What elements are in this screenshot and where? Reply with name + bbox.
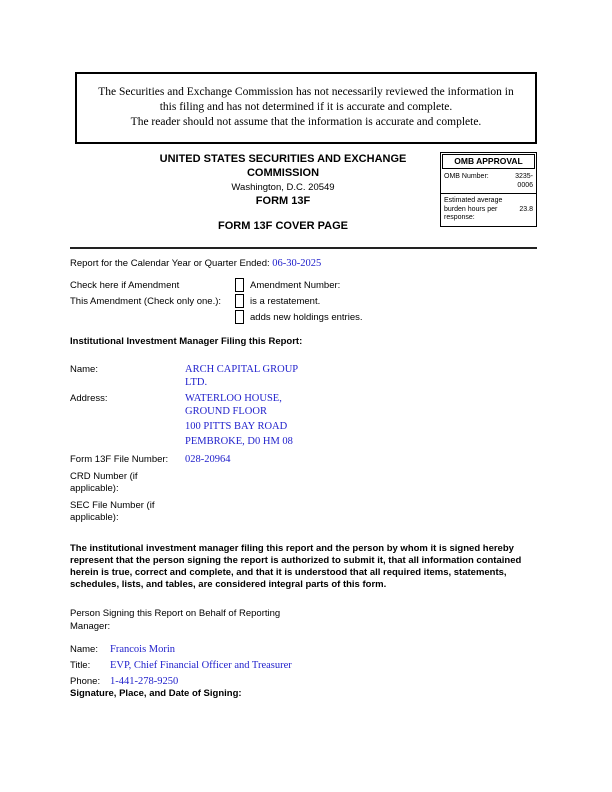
amendment-check-label: Check here if Amendment [70, 279, 180, 291]
crd-number-value [185, 470, 317, 496]
report-info-section [70, 257, 544, 325]
signer-title-value: EVP, Chief Financial Officer and Treasurer [110, 660, 292, 671]
report-period-label: Report for the Calendar Year or Quarter Ended: [70, 258, 270, 269]
manager-address-value [185, 392, 317, 450]
form-title: FORM 13F [255, 195, 311, 207]
sec-file-number-row [70, 499, 544, 525]
file-number-row [70, 453, 544, 467]
manager-section [70, 336, 544, 528]
file-number-label: Form 13F File Number: [70, 454, 169, 465]
sec-disclaimer-box [75, 72, 537, 144]
manager-name-label: Name: [70, 364, 98, 375]
amendment-number-label: Amendment Number: [250, 279, 341, 291]
crd-number-label: CRD Number (if applicable): [70, 470, 138, 494]
signer-title-label: Title: [70, 660, 91, 671]
signer-phone-value: 1-441-278-9250 [110, 676, 179, 687]
file-number-value: 028-20964 [185, 454, 231, 465]
sec-file-number-label: SEC File Number (if applicable): [70, 499, 155, 523]
address-line-2: 100 PITTS BAY ROAD [185, 421, 288, 432]
disclaimer-line-2: The reader should not assume that the information is accurate and complete. [130, 116, 482, 128]
signer-section-title: Person Signing this Report on Behalf of Reporting Manager: [70, 608, 281, 632]
omb-approval-title: OMB APPROVAL [442, 154, 535, 169]
commission-title: UNITED STATES SECURITIES AND EXCHANGE COMMISSION [159, 153, 407, 179]
manager-fields [70, 363, 544, 525]
amendment-checkbox[interactable] [235, 278, 244, 292]
cover-page-title: FORM 13F COVER PAGE [218, 220, 348, 232]
restatement-label: is a restatement. [250, 295, 321, 307]
new-holdings-label: adds new holdings entries. [250, 311, 363, 323]
omb-burden-value: 23.8 [519, 205, 533, 213]
restatement-checkbox[interactable] [235, 294, 244, 308]
manager-address-row [70, 392, 544, 450]
signer-name-label: Name: [70, 644, 98, 655]
address-line-3: PEMBROKE, D0 HM 08 [185, 436, 293, 447]
manager-section-title: Institutional Investment Manager Filing this Report: [70, 336, 303, 347]
signature-section-title: Signature, Place, and Date of Signing: [70, 688, 242, 699]
omb-number-label: OMB Number: [444, 173, 489, 180]
omb-number-value: 3235-0006 [515, 173, 533, 189]
restatement-check-row [70, 293, 544, 309]
header-divider [70, 247, 537, 249]
new-holdings-check-row [70, 309, 544, 325]
sec-file-number-value [185, 499, 317, 525]
disclaimer-line-1: The Securities and Exchange Commission has not necessarily reviewed the information in this filing and has not determined if it is accurate and complete. [98, 86, 514, 113]
manager-address-label: Address: [70, 393, 108, 404]
signer-name-row [70, 643, 490, 657]
address-line-1: WATERLOO HOUSE, GROUND FLOOR [185, 393, 282, 417]
amendment-check-row [70, 277, 544, 293]
commission-address: Washington, D.C. 20549 [231, 182, 335, 193]
signer-section [70, 608, 490, 691]
report-period-value: 06-30-2025 [272, 258, 322, 269]
report-period-line [70, 257, 544, 270]
omb-burden-label: Estimated average burden hours per response: [444, 197, 503, 221]
new-holdings-checkbox[interactable] [235, 310, 244, 324]
manager-name-value: ARCH CAPITAL GROUP LTD. [185, 364, 298, 388]
signer-phone-label: Phone: [70, 676, 101, 687]
signer-phone-row [70, 675, 490, 689]
signer-name-value: Francois Morin [110, 644, 176, 655]
form-header [0, 153, 566, 233]
amendment-type-label: This Amendment (Check only one.): [70, 295, 222, 307]
manager-name-row [70, 363, 544, 389]
crd-number-row [70, 470, 544, 496]
signer-title-row [70, 659, 490, 673]
representation-paragraph: The institutional investment manager filing this report and the person by whom it is signed hereby represent that the person signing the report is authorized to submit it, that all information contained herein is true, correct and complete, and that it is understood that all required items, statements, schedules, lists, and tables, are considered integral parts of this form. [70, 543, 522, 590]
